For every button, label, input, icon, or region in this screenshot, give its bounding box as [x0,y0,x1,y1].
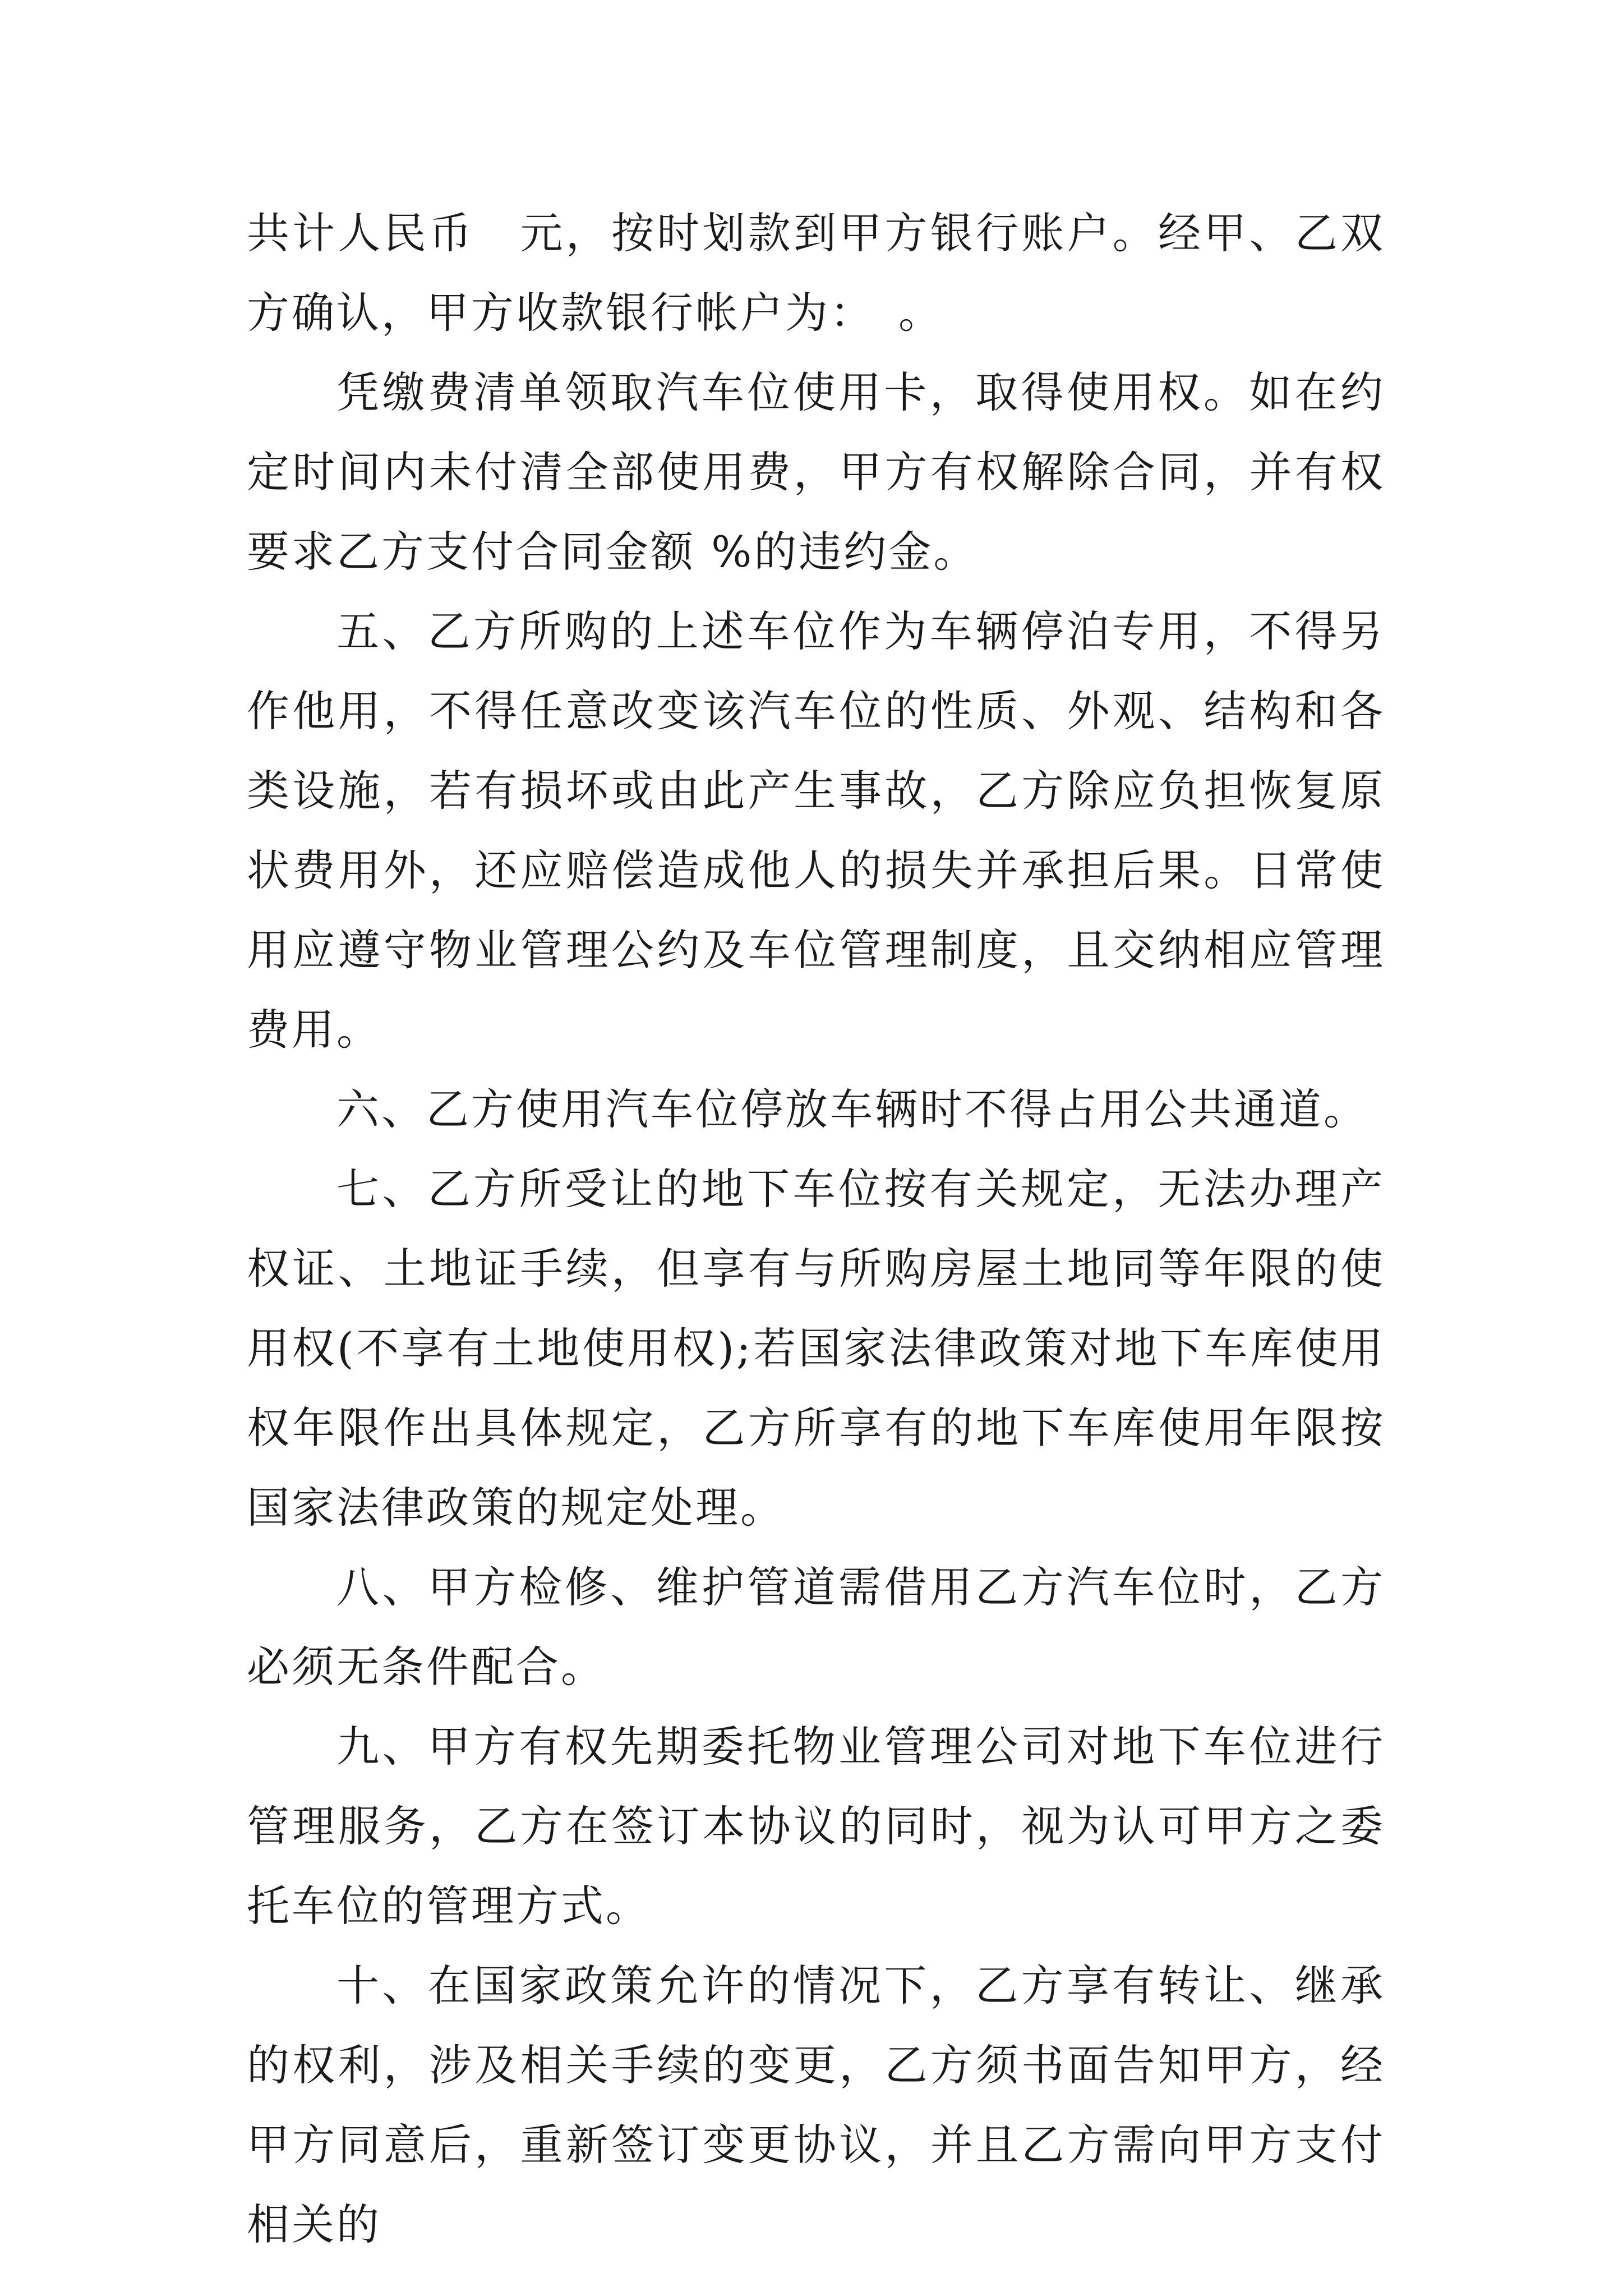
paragraph-usage-card: 凭缴费清单领取汽车位使用卡，取得使用权。如在约定时间内未付清全部使用费，甲方有权解除合同，并有权要求乙方支付合同金额 %的违约金。 [247,367,1385,577]
document-body [247,194,1385,2265]
paragraph-clause-10: 十、在国家政策允许的情况下，乙方享有转让、继承的权利，涉及相关手续的变更，乙方须书面告知甲方，经甲方同意后，重新签订变更协议，并且乙方需向甲方支付相关的 [247,1961,1385,2249]
paragraph-clause-6: 六、乙方使用汽车位停放车辆时不得占用公共通道。 [336,1084,1368,1134]
paragraph-clause-9: 九、甲方有权先期委托物业管理公司对地下车位进行管理服务，乙方在签订本协议的同时，视为认可甲方之委托车位的管理方式。 [247,1722,1385,1931]
paragraph-clause-5: 五、乙方所购的上述车位作为车辆停泊专用，不得另作他用，不得任意改变该汽车位的性质、外观、结构和各类设施，若有损坏或由此产生事故，乙方除应负担恢复原状费用外，还应赔偿造成他人的损失并承担后果。日常使用应遵守物业管理公约及车位管理制度，且交纳相应管理费用。 [247,606,1385,1055]
paragraph-clause-8: 八、甲方检修、维护管道需借用乙方汽车位时，乙方必须无条件配合。 [247,1562,1385,1692]
paragraph-payment: 共计人民币 元，按时划款到甲方银行账户。经甲、乙双方确认，甲方收款银行帐户为： 。 [247,208,1385,338]
paragraph-clause-7: 七、乙方所受让的地下车位按有关规定，无法办理产权证、土地证手续，但享有与所购房屋土地同等年限的使用权(不享有土地使用权);若国家法律政策对地下车库使用权年限作出具体规定，乙方所享有的地下车库使用年限按国家法律政策的规定处理。 [247,1164,1385,1533]
